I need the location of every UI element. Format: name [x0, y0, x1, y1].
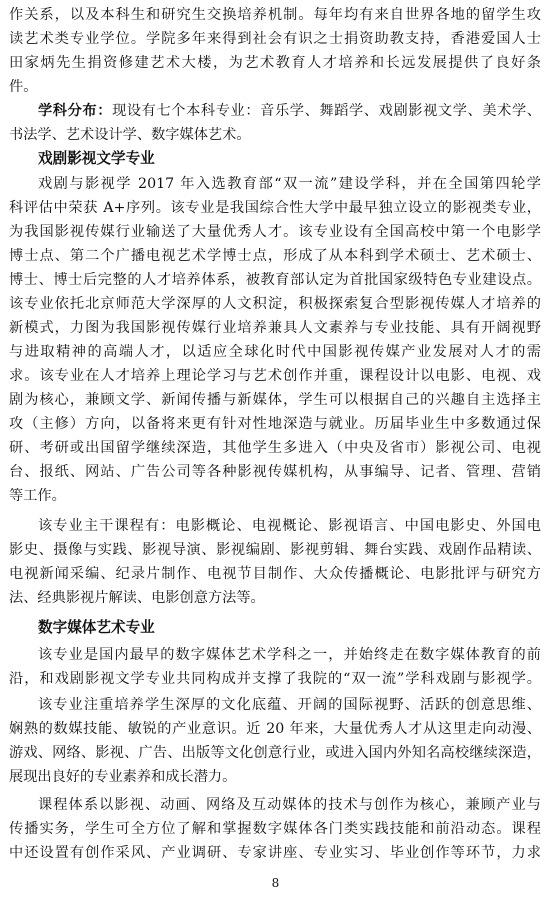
- drama-p1-line-13: 台、报纸、网站、广告公司等各种影视传媒机构，从事编导、记者、管理、营销: [9, 464, 541, 480]
- page-number: 8: [271, 876, 280, 890]
- intro-line-2: 读艺术类专业学位。学院多年来得到社会有识之士捐资助教支持，香港爱国人士: [9, 31, 541, 47]
- drama-p1-line-2: 科评估中荣获 A+序列。该专业是我国综合性大学中最早独立设立的影视类专业，: [9, 200, 541, 216]
- digital-p2-line-2: 娴熟的数媒技能、敏锐的产业意识。近 20 年来，大量优秀人才从这里走向动漫、: [9, 721, 541, 737]
- distribution-label: 学科分布：: [38, 103, 113, 119]
- drama-p1-line-12: 研、考研或出国留学继续深造，其他学生多进入（中央及省市）影视公司、电视: [9, 440, 541, 456]
- drama-p1-line-9: 求。该专业在人才培养上理论学习与艺术创作并重，课程设计以电影、电视、戏: [9, 368, 541, 384]
- drama-p1-line-7: 新模式，力图为我国影视传媒行业培养兼具人文素养与专业技能、具有开阔视野: [9, 320, 541, 336]
- distribution-line-2: 书法学、艺术设计学、数字媒体艺术。: [9, 127, 251, 143]
- drama-p2-line-2: 影史、摄像与实践、影视导演、影视编剧、影视剪辑、舞台实践、戏剧作品精读、: [9, 542, 541, 558]
- drama-p1-line-10: 剧为核心，兼顾文学、新闻传播与新媒体，学生可以根据自己的兴趣自主选择主: [9, 392, 541, 408]
- digital-heading: 数字媒体艺术专业: [38, 619, 155, 636]
- drama-heading: 戏剧影视文学专业: [38, 150, 155, 167]
- distribution-text: 现设有七个本科专业：音乐学、舞蹈学、戏剧影视文学、美术学、: [112, 103, 541, 119]
- intro-line-4: 件。: [9, 79, 38, 95]
- drama-p1-line-8: 与进取精神的高端人才，以适应全球化时代中国影视传媒产业发展对人才的需: [9, 344, 541, 360]
- digital-p1-line-1: 该专业是国内最早的数字媒体艺术学科之一，并始终走在数字媒体教育的前: [38, 647, 541, 663]
- drama-p1-line-5: 博士、博士后完整的人才培养体系，被教育部认定为首批国家级特色专业建设点。: [9, 272, 541, 288]
- digital-p3-line-3: 中还设置有创作采风、产业调研、专家讲座、专业实习、毕业创作等环节，力求: [9, 845, 541, 861]
- drama-p1-line-14: 等工作。: [9, 488, 66, 504]
- drama-p1-line-4: 博士点、第二个广播电视艺术学博士点，形成了从本科到学术硕士、艺术硕士、: [9, 248, 541, 264]
- intro-line-1: 作关系，以及本科生和研究生交换培养机制。每年均有来自世界各地的留学生攻: [9, 7, 541, 23]
- drama-p2-line-3: 电视新闻采编、纪录片制作、电视节目制作、大众传播概论、电影批评与研究方: [9, 566, 541, 582]
- drama-p1-line-1: 戏剧与影视学 2017 年入选教育部“双一流”建设学科，并在全国第四轮学: [38, 176, 541, 192]
- drama-p1-line-11: 攻（主修）方向，以备将来更有针对性地深造与就业。历届毕业生中多数通过保: [9, 416, 541, 432]
- drama-p2-line-1: 该专业主干课程有：电影概论、电视概论、影视语言、中国电影史、外国电: [38, 518, 541, 534]
- drama-p2-line-4: 法、经典影视片解读、电影创意方法等。: [9, 590, 265, 606]
- digital-p3-line-1: 课程体系以影视、动画、网络及互动媒体的技术与创作为核心，兼顾产业与: [38, 797, 541, 813]
- digital-p2-line-1: 该专业注重培养学生深厚的文化底蕴、开阔的国际视野、活跃的创意思维、: [38, 697, 541, 713]
- intro-line-3: 田家炳先生捐资修建艺术大楼，为艺术教育人才培养和长远发展提供了良好条: [9, 55, 541, 71]
- digital-p2-line-4: 展现出良好的专业素养和成长潜力。: [9, 769, 237, 785]
- digital-p1-line-2: 沿，和戏剧影视文学专业共同构成并支撑了我院的“双一流”学科戏剧与影视学。: [9, 671, 541, 687]
- drama-p1-line-6: 该专业依托北京师范大学深厚的人文积淀，积极探索复合型影视传媒人才培养的: [9, 296, 541, 312]
- drama-p1-line-3: 为我国影视传媒行业输送了大量优秀人才。该专业设有全国高校中第一个电影学: [9, 224, 541, 240]
- digital-p3-line-2: 传播实务，学生可全方位了解和掌握数字媒体各门类实践技能和前沿动态。课程: [9, 821, 541, 837]
- distribution-line-1: [38, 101, 541, 121]
- digital-p2-line-3: 游戏、网络、影视、广告、出版等文化创意行业，或进入国内外知名高校继续深造，: [9, 745, 541, 761]
